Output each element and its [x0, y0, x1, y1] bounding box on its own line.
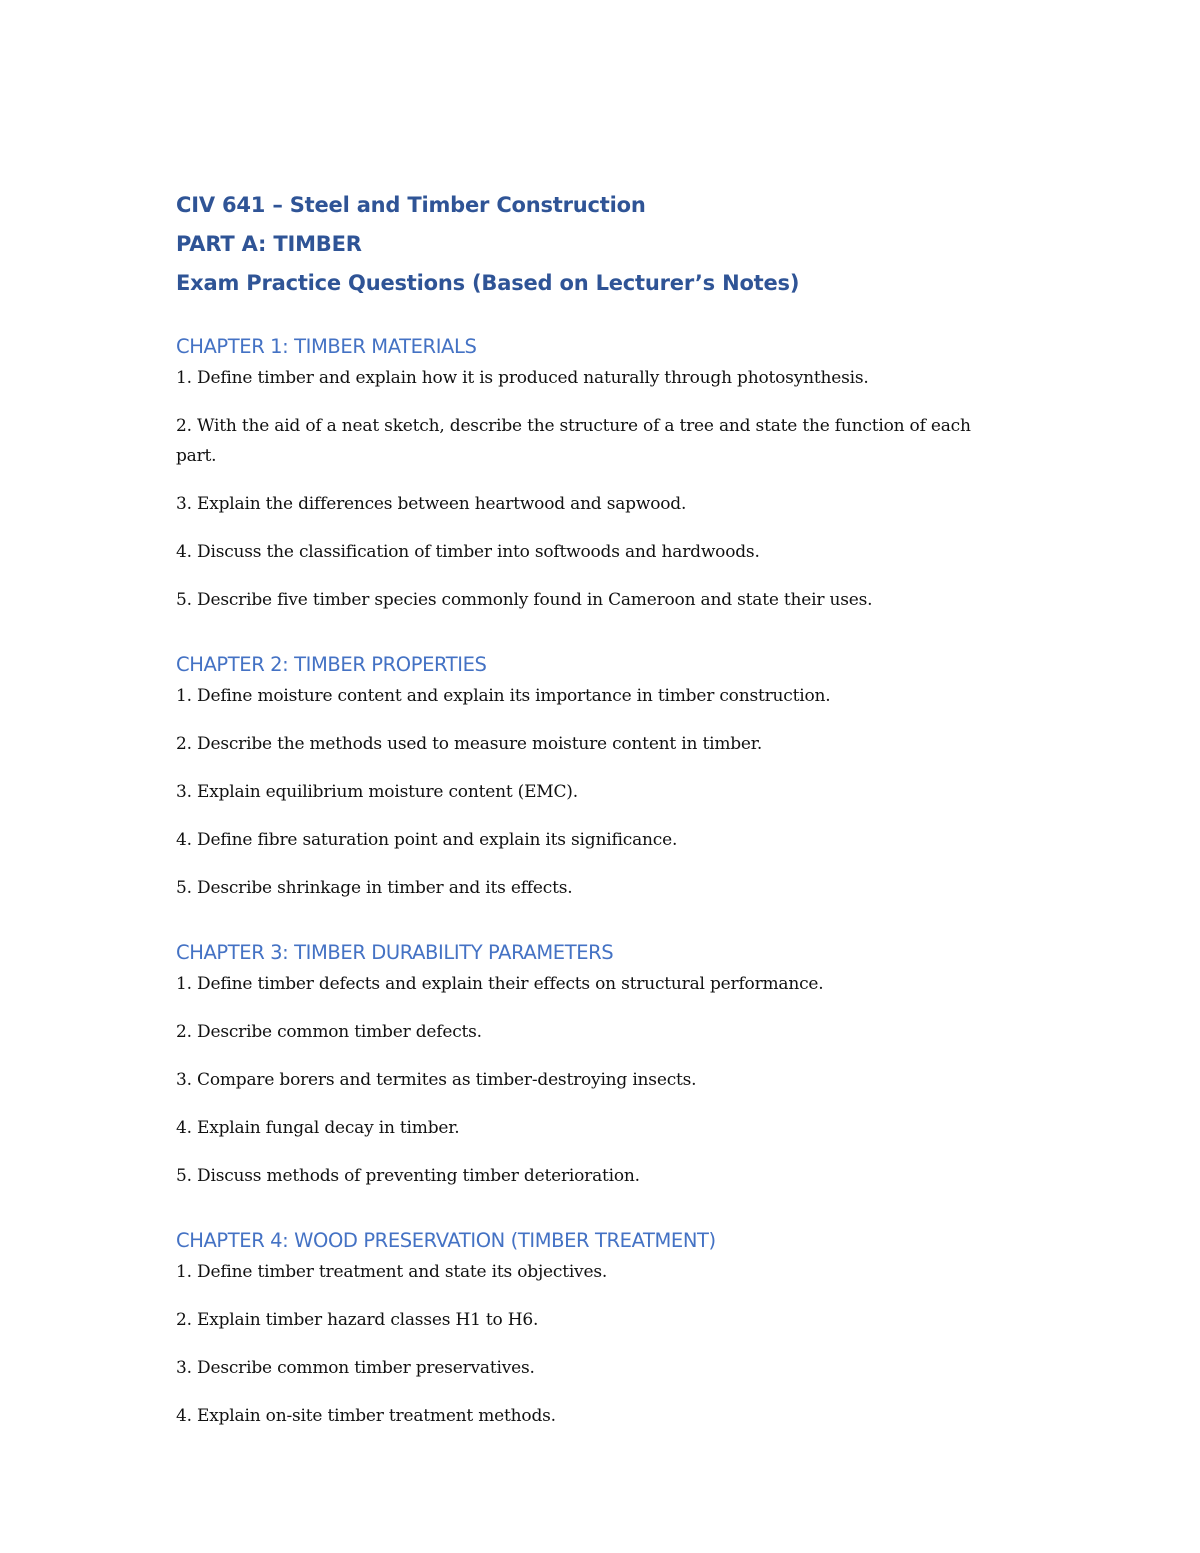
chapter-3	[176, 939, 1006, 1191]
question-item: 4. Define fibre saturation point and explain its significance.	[176, 830, 678, 850]
question-item: 5. Describe five timber species commonly found in Cameroon and state their uses.	[176, 590, 873, 610]
question-item: 3. Compare borers and termites as timber-destroying insects.	[176, 1070, 697, 1090]
chapter-heading: CHAPTER 2: TIMBER PROPERTIES	[176, 653, 487, 676]
question-item: 4. Explain fungal decay in timber.	[176, 1118, 460, 1138]
question-item: 4. Explain on-site timber treatment methods.	[176, 1406, 556, 1426]
question-item: 2. Explain timber hazard classes H1 to H6.	[176, 1310, 539, 1330]
document-content	[176, 190, 1006, 1431]
question-item: 2. Describe the methods used to measure moisture content in timber.	[176, 734, 763, 754]
chapter-heading: CHAPTER 3: TIMBER DURABILITY PARAMETERS	[176, 941, 614, 964]
question-item: 4. Discuss the classification of timber into softwoods and hardwoods.	[176, 542, 760, 562]
question-item: 3. Explain the differences between heartwood and sapwood.	[176, 494, 687, 514]
document-subtitle: Exam Practice Questions (Based on Lecturer’s Notes)	[176, 271, 800, 295]
question-item: 3. Describe common timber preservatives.	[176, 1358, 535, 1378]
chapter-heading: CHAPTER 1: TIMBER MATERIALS	[176, 335, 477, 358]
question-item: 1. Define timber and explain how it is produced naturally through photosynthesis.	[176, 368, 869, 388]
question-item: 1. Define timber treatment and state its objectives.	[176, 1262, 608, 1282]
question-item: 5. Discuss methods of preventing timber deterioration.	[176, 1166, 640, 1186]
question-item: 2. With the aid of a neat sketch, describe the structure of a tree and state the function of each part.	[176, 416, 971, 466]
document-part: PART A: TIMBER	[176, 232, 362, 256]
document-title: CIV 641 – Steel and Timber Construction	[176, 193, 646, 217]
question-item: 1. Define moisture content and explain its importance in timber construction.	[176, 686, 831, 706]
question-item: 3. Explain equilibrium moisture content (EMC).	[176, 782, 578, 802]
chapter-4	[176, 1227, 1006, 1431]
chapter-1	[176, 333, 1006, 615]
question-item: 5. Describe shrinkage in timber and its effects.	[176, 878, 573, 898]
chapter-heading: CHAPTER 4: WOOD PRESERVATION (TIMBER TREATMENT)	[176, 1229, 716, 1252]
question-item: 1. Define timber defects and explain their effects on structural performance.	[176, 974, 824, 994]
chapter-2	[176, 651, 1006, 903]
question-item: 2. Describe common timber defects.	[176, 1022, 482, 1042]
